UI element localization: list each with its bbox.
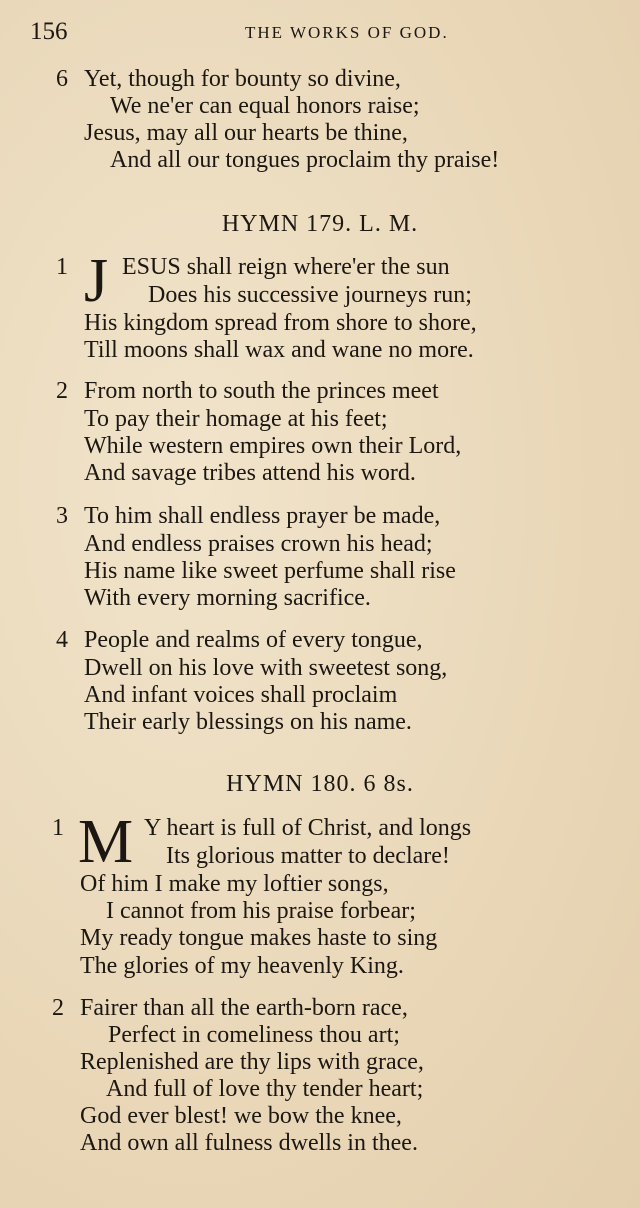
stanza-line: I cannot from his praise forbear; <box>106 898 416 924</box>
stanza-line: And savage tribes attend his word. <box>84 460 416 486</box>
stanza-number: 4 <box>56 627 68 653</box>
stanza-line: Of him I make my loftier songs, <box>80 871 389 897</box>
stanza-line: Till moons shall wax and wane no more. <box>84 337 474 363</box>
drop-cap: J <box>84 247 109 315</box>
stanza-number: 1 <box>52 815 64 841</box>
stanza-number: 6 <box>56 66 68 92</box>
stanza-line: And full of love thy tender heart; <box>106 1076 424 1102</box>
stanza-line: To him shall endless prayer be made, <box>84 503 441 529</box>
stanza-line: With every morning sacrifice. <box>84 585 371 611</box>
drop-cap: M <box>78 808 134 876</box>
stanza-number: 2 <box>52 995 64 1021</box>
stanza-line: The glories of my heavenly King. <box>80 953 404 979</box>
page-header <box>30 18 620 48</box>
stanza-line: We ne'er can equal honors raise; <box>110 93 420 119</box>
running-title: THE WORKS OF GOD. <box>245 23 449 42</box>
stanza-line: And infant voices shall proclaim <box>84 682 398 708</box>
stanza-line: Does his successive journeys run; <box>148 282 472 308</box>
stanza-line: Their early blessings on his name. <box>84 709 412 735</box>
hymn-title: HYMN 179. L. M. <box>221 211 419 237</box>
stanza-line: Y heart is full of Christ, and longs <box>144 815 472 841</box>
stanza-line: Fairer than all the earth-born race, <box>80 995 408 1021</box>
stanza-line: Yet, though for bounty so divine, <box>84 66 401 92</box>
stanza-line: While western empires own their Lord, <box>84 433 462 459</box>
stanza-line: My ready tongue makes haste to sing <box>80 925 438 951</box>
stanza-line: Its glorious matter to declare! <box>166 843 450 869</box>
stanza-line: Dwell on his love with sweetest song, <box>84 655 448 681</box>
stanza-line: From north to south the princes meet <box>84 378 439 404</box>
stanza-number: 3 <box>56 503 68 529</box>
stanza-line: His kingdom spread from shore to shore, <box>84 310 477 336</box>
stanza-number: 1 <box>56 254 68 280</box>
stanza-line: People and realms of every tongue, <box>84 627 423 653</box>
stanza-line: And all our tongues proclaim thy praise! <box>110 147 500 173</box>
stanza-line: God ever blest! we bow the knee, <box>80 1103 402 1129</box>
stanza-line: ESUS shall reign where'er the sun <box>122 254 450 280</box>
stanza-line: And own all fulness dwells in thee. <box>80 1130 418 1156</box>
stanza-line: Replenished are thy lips with grace, <box>80 1049 424 1075</box>
stanza-line: Jesus, may all our hearts be thine, <box>84 120 408 146</box>
stanza-number: 2 <box>56 378 68 404</box>
hymn-title: HYMN 180. 6 8s. <box>226 771 414 797</box>
stanza-line: To pay their homage at his feet; <box>84 406 388 432</box>
page-number: 156 <box>30 18 68 45</box>
stanza-line: His name like sweet perfume shall rise <box>84 558 456 584</box>
stanza-line: Perfect in comeliness thou art; <box>108 1022 400 1048</box>
stanza-line: And endless praises crown his head; <box>84 531 433 557</box>
